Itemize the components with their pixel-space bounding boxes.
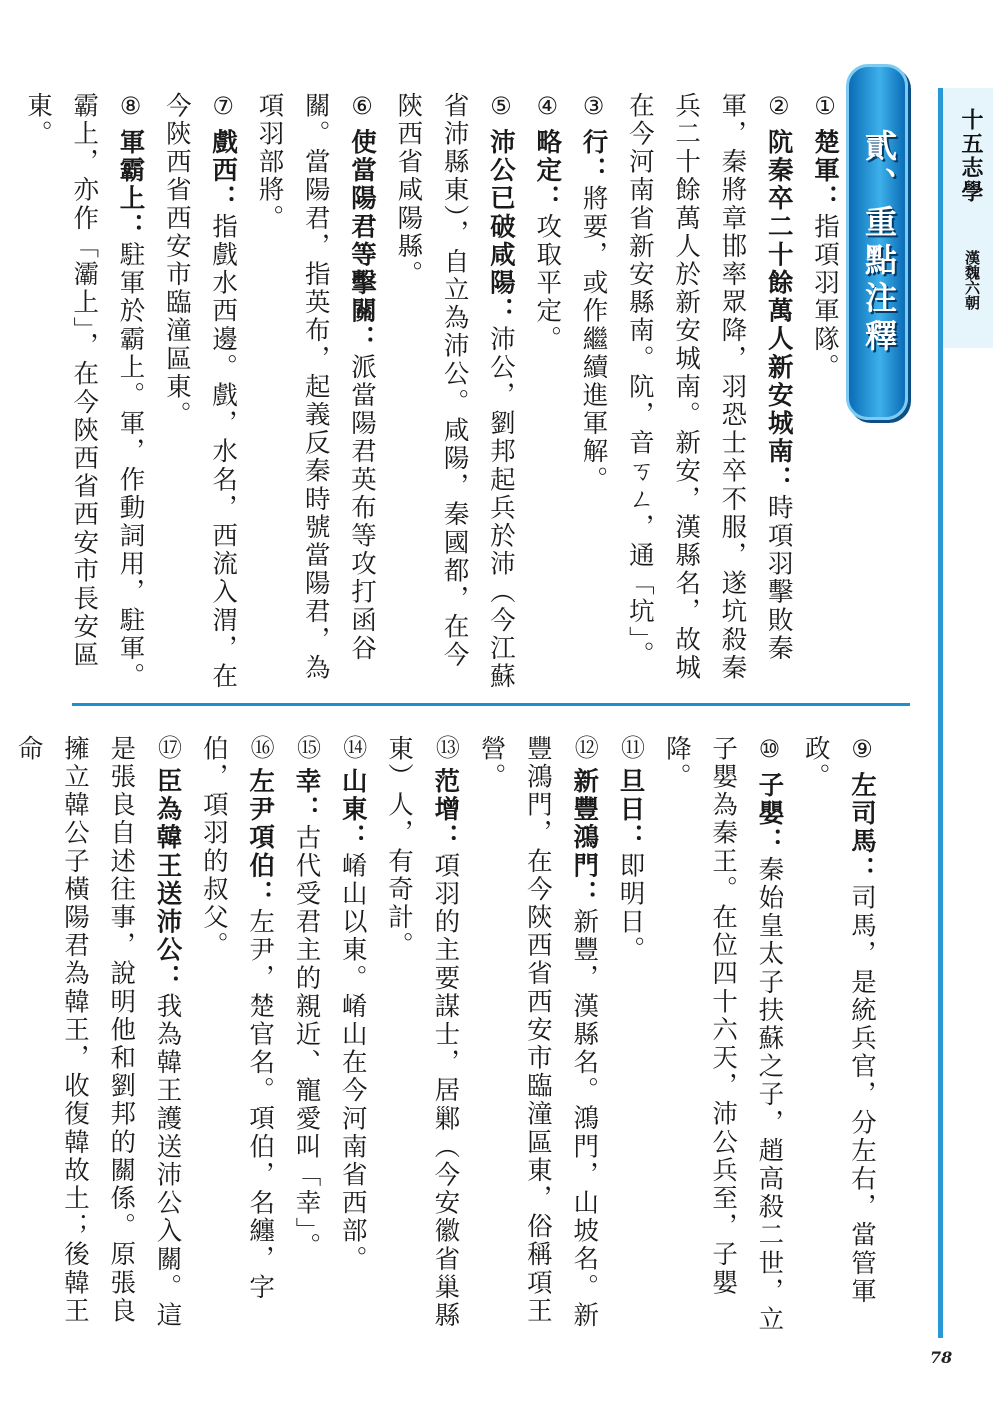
note-number: ⑨ — [848, 735, 876, 766]
note-desc: 駐軍於霸上。軍，作動詞用，駐軍。霸上，亦作「灞上」，在今陝西省西安市長安區東。 — [22, 92, 146, 691]
note-desc: 崤山以東。崤山在今河南省西部。 — [337, 851, 368, 1274]
note-term: 幸： — [291, 767, 322, 824]
note-number: ① — [811, 92, 839, 123]
note-term: 軍霸上： — [115, 128, 146, 242]
note-term: 使當陽君等擊關： — [347, 128, 378, 354]
note-term: 范增： — [430, 767, 461, 852]
note-desc: 我為韓王護送沛公入關。這是張良自述往事，說明他和劉邦的關係。原張良擁立韓公子橫陽君為韓王，收復韓故土；後韓王命 — [13, 735, 183, 1330]
note-10 — [654, 735, 793, 1335]
note-number: ⑯ — [246, 735, 275, 762]
note-desc: 指項羽軍隊。 — [810, 212, 840, 382]
note-number: ⑩ — [755, 735, 784, 766]
note-term: 戲西： — [208, 128, 239, 213]
note-term: 山東： — [337, 767, 368, 852]
note-term: 阬秦卒二十餘萬人新安城南： — [763, 128, 794, 494]
note-desc: 即明日。 — [615, 851, 646, 965]
page-number: 78 — [930, 1348, 953, 1367]
note-desc: 秦始皇太子扶蘇之子，趙高殺二世，立子嬰為秦王。在位四十六天，沛公兵至，子嬰降。 — [661, 735, 785, 1334]
note-number: ⑬ — [431, 735, 460, 762]
note-number: ⑮ — [292, 735, 321, 762]
note-14 — [329, 735, 375, 1335]
note-number: ⑪ — [616, 735, 645, 762]
note-8 — [15, 92, 154, 692]
note-1 — [802, 92, 848, 692]
note-term: 沛公已破咸陽： — [485, 128, 516, 326]
note-7 — [154, 92, 247, 692]
note-16 — [191, 735, 284, 1335]
note-number: ⑭ — [338, 735, 367, 762]
note-desc: 新豐，漢縣名。鴻門，山坡名。新豐鴻門，在今陝西省西安市臨潼區東，俗稱項王營。 — [476, 735, 600, 1330]
note-term: 略定： — [532, 128, 563, 213]
note-term: 楚軍： — [810, 128, 840, 213]
note-term: 左司馬： — [847, 771, 877, 885]
note-number: ⑫ — [570, 735, 599, 762]
note-desc: 攻取平定。 — [532, 212, 563, 354]
section-divider — [72, 703, 910, 706]
note-desc: 沛公，劉邦起兵於沛（今江蘇省沛縣東），自立為沛公。咸陽，秦國都，在今陝西省咸陽縣。 — [393, 92, 516, 691]
section-heading: 貳、重點注釋 — [860, 129, 898, 357]
book-title: 十五志學 — [958, 108, 983, 204]
note-term: 行： — [578, 128, 609, 185]
note-desc: 古代受君主的親近、寵愛叫「幸」。 — [291, 823, 322, 1261]
note-6 — [246, 92, 385, 692]
note-3 — [570, 92, 616, 692]
note-5 — [385, 92, 524, 692]
note-number: ⑥ — [348, 92, 377, 123]
note-desc: 項羽的主要謀士，居鄛（今安徽省巢縣東）人，有奇計。 — [384, 735, 461, 1330]
note-term: 子嬰： — [754, 771, 785, 856]
note-number: ⑦ — [209, 92, 238, 123]
note-term: 臣為韓王送沛公： — [152, 767, 183, 993]
note-term: 新豐鴻門： — [569, 767, 600, 909]
note-number: ⑧ — [116, 92, 145, 123]
note-desc: 時項羽擊敗秦軍，秦將章邯率眾降，羽恐士卒不服，遂坑殺秦兵二十餘萬人於新安城南。新安，漢縣名，故城在今河南省新安縣南。阬，音ㄎㄥ，通「坑」。 — [624, 92, 794, 683]
note-number: ⑰ — [153, 735, 182, 762]
note-12 — [468, 735, 607, 1335]
note-9 — [792, 735, 885, 1335]
note-4 — [524, 92, 570, 692]
note-number: ⑤ — [486, 92, 515, 123]
note-number: ② — [764, 92, 793, 123]
note-term: 旦日： — [615, 767, 646, 852]
note-desc: 指戲水西邊。戲，水名，西流入渭，在今陝西省西安市臨潼區東。 — [161, 92, 239, 691]
note-2 — [617, 92, 802, 692]
note-15 — [283, 735, 329, 1335]
notes-bottom-section — [5, 735, 885, 1335]
note-desc: 司馬，是統兵官，分左右，當管軍政。 — [800, 735, 877, 1306]
note-17 — [5, 735, 190, 1335]
note-11 — [607, 735, 653, 1335]
note-term: 左尹項伯： — [245, 767, 276, 909]
note-13 — [376, 735, 469, 1335]
note-desc: 將要，或作繼續進軍解。 — [578, 184, 609, 494]
notes-top-section — [15, 92, 848, 692]
note-number: ③ — [579, 92, 608, 123]
note-desc: 派當陽君英布等攻打函谷關。當陽君，指英布，起義反秦時號當陽君，為項羽部將。 — [254, 92, 378, 683]
book-subtitle: 漢魏六朝 — [963, 250, 981, 310]
note-number: ④ — [533, 92, 562, 123]
note-desc: 左尹，楚官名。項伯，名纏，字伯，項羽的叔父。 — [198, 735, 276, 1302]
